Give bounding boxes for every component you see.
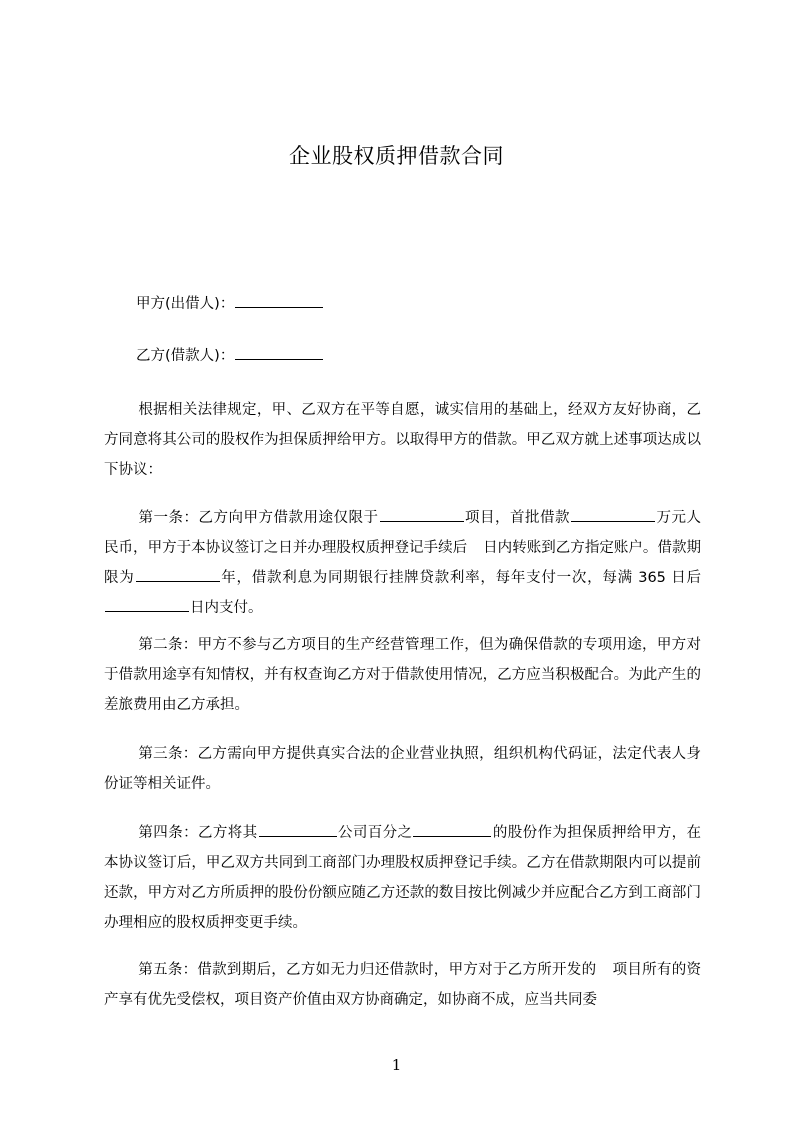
page-number: 1 bbox=[391, 1056, 402, 1074]
clause-5-text-a: 第五条：借款到期后，乙方如无力归还借款时，甲方对于乙方所开发的 bbox=[138, 962, 597, 978]
clause-1-text-c: 万元人民币，甲方于本协议签订之日并办理股权质押登记手续后 bbox=[104, 510, 701, 556]
clause-5-text-b: 项目所有的资产享有优先受偿权，项目资产价值由双方协商确定，如协商不成，应当共同委 bbox=[104, 962, 702, 1008]
clause-3 bbox=[104, 739, 701, 799]
clause-1-text-f: 日内支付。 bbox=[190, 600, 263, 616]
clause-4 bbox=[104, 818, 701, 938]
clause-1 bbox=[104, 503, 701, 623]
clause-4-text-a: 第四条：乙方将其 bbox=[138, 825, 258, 841]
clause-4-text-b: 公司百分之 bbox=[337, 825, 413, 841]
first-loan-amount-blank bbox=[571, 507, 655, 522]
borrower-label: 乙方(借款人)： bbox=[136, 348, 235, 364]
clause-1-text-e: 年，借款利息为同期银行挂牌贷款利率，每年支付一次，每满 365 日后 bbox=[220, 570, 701, 586]
lender-label: 甲方(出借人)： bbox=[136, 296, 235, 312]
share-percent-blank bbox=[413, 822, 491, 837]
clause-2-text: 第二条：甲方不参与乙方项目的生产经营管理工作，但为确保借款的专项用途，甲方对于借款用途享有知情权，并有权查询乙方对于借款使用情况，乙方应当积极配合。为此产生的差旅费用由乙方承担。 bbox=[104, 637, 701, 713]
clause-1-text-b: 项目，首批借款 bbox=[464, 510, 570, 526]
preamble-paragraph bbox=[104, 395, 701, 485]
pledged-company-blank bbox=[259, 822, 337, 837]
contract-title: 企业股权质押借款合同 bbox=[289, 144, 504, 168]
lender-line bbox=[136, 292, 324, 313]
clause-3-text: 第三条：乙方需向甲方提供真实合法的企业营业执照，组织机构代码证，法定代表人身份证等相关证件。 bbox=[104, 746, 701, 792]
lender-name-blank bbox=[235, 293, 323, 308]
borrower-line bbox=[136, 344, 324, 365]
clause-1-text-d: 日内转账到乙方指定账户。借款期限为 bbox=[104, 540, 701, 586]
clause-1-text-a: 第一条：乙方向甲方借款用途仅限于 bbox=[138, 510, 379, 526]
loan-term-blank bbox=[136, 567, 220, 582]
clause-2 bbox=[104, 630, 701, 720]
interest-days-blank bbox=[105, 597, 189, 612]
clause-4-text-c: 的股份作为担保质押给甲方，在本协议签订后，甲乙双方共同到工商部门办理股权质押登记手续。乙方在借款期限内可以提前还款，甲方对乙方所质押的股份份额应随乙方还款的数目按比例减少并应配合乙方到工商部门办理相应的股权质押变更手续。 bbox=[104, 825, 702, 931]
project-name-blank bbox=[380, 507, 464, 522]
preamble-text: 根据相关法律规定，甲、乙双方在平等自愿，诚实信用的基础上，经双方友好协商，乙方同意将其公司的股权作为担保质押给甲方。以取得甲方的借款。甲乙双方就上述事项达成以下协议： bbox=[104, 402, 701, 478]
clause-5 bbox=[104, 955, 701, 1015]
borrower-name-blank bbox=[235, 345, 323, 360]
